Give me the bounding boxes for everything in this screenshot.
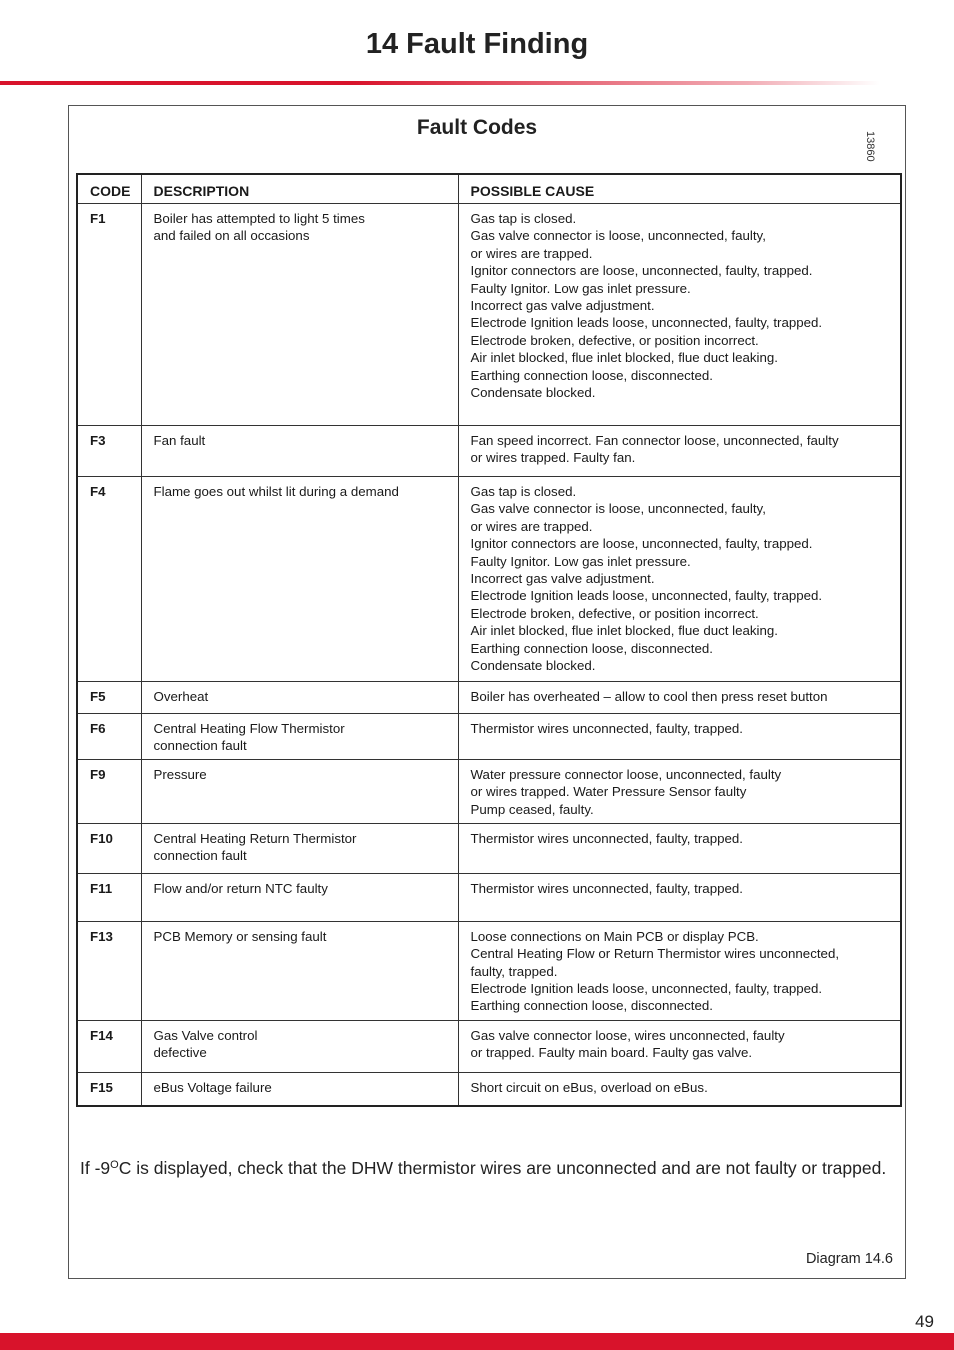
description-line: Boiler has attempted to light 5 times bbox=[153, 211, 365, 226]
cause-line: or wires are trapped. bbox=[470, 518, 593, 534]
description-line: connection fault bbox=[153, 738, 247, 754]
cause-line: Gas tap is closed. bbox=[470, 211, 577, 226]
diagram-label: Diagram 14.6 bbox=[805, 1251, 893, 1267]
possible-cause bbox=[458, 682, 901, 714]
title-divider bbox=[0, 81, 880, 85]
cause-line: Condensate blocked. bbox=[470, 658, 596, 674]
description-line: Pressure bbox=[153, 766, 207, 782]
fault-code: F5 bbox=[77, 682, 141, 714]
cause-line: faulty, trapped. bbox=[470, 963, 558, 979]
table-row bbox=[77, 873, 901, 921]
page-number: 49 bbox=[915, 1312, 934, 1331]
table-row bbox=[77, 759, 901, 823]
cause-line: Faulty Ignitor. Low gas inlet pressure. bbox=[470, 553, 691, 569]
cause-line: Central Heating Flow or Return Thermistor wires unconnected, bbox=[470, 946, 840, 962]
cause-line: Condensate blocked. bbox=[470, 385, 596, 401]
cause-line: Thermistor wires unconnected, faulty, trapped. bbox=[470, 830, 743, 846]
possible-cause bbox=[458, 823, 901, 873]
page-title: 14 Fault Finding bbox=[365, 28, 589, 60]
cause-line: Thermistor wires unconnected, faulty, trapped. bbox=[470, 721, 743, 736]
footer-bar bbox=[0, 1333, 954, 1350]
cause-line: or trapped. Faulty main board. Faulty gas valve. bbox=[470, 1045, 753, 1061]
table-body bbox=[77, 204, 901, 1107]
cause-line: Boiler has overheated – allow to cool then press reset button bbox=[470, 689, 828, 704]
description-line: Gas Valve control bbox=[153, 1027, 258, 1043]
description-line: Central Heating Flow Thermistor bbox=[153, 721, 345, 736]
fault-description bbox=[141, 759, 458, 823]
possible-cause bbox=[458, 477, 901, 682]
fault-code: F13 bbox=[77, 921, 141, 1020]
fault-description bbox=[141, 823, 458, 873]
fault-description bbox=[141, 921, 458, 1020]
fault-code: F11 bbox=[77, 873, 141, 921]
cause-line: Ignitor connectors are loose, unconnected, faulty, trapped. bbox=[470, 536, 813, 552]
cause-line: or wires are trapped. bbox=[470, 245, 593, 261]
cause-line: Electrode broken, defective, or position incorrect. bbox=[470, 605, 759, 621]
header-description: DESCRIPTION bbox=[141, 174, 458, 204]
cause-line: Air inlet blocked, flue inlet blocked, flue duct leaking. bbox=[470, 623, 778, 639]
fault-code: F3 bbox=[77, 426, 141, 477]
header-possible-cause: POSSIBLE CAUSE bbox=[458, 174, 901, 204]
cause-line: Thermistor wires unconnected, faulty, trapped. bbox=[470, 880, 743, 896]
cause-line: Gas valve connector is loose, unconnected, faulty, bbox=[470, 228, 766, 244]
degree-superscript: O bbox=[110, 1159, 119, 1171]
cause-line: Pump ceased, faulty. bbox=[470, 801, 594, 817]
description-line: Flame goes out whilst lit during a demand bbox=[153, 484, 399, 499]
footnote-text: C is displayed, check that the DHW thermistor wires are unconnected and are not faulty or trapped. bbox=[118, 1158, 887, 1178]
fault-code: F1 bbox=[77, 204, 141, 426]
footnote bbox=[80, 1153, 900, 1180]
cause-line: Air inlet blocked, flue inlet blocked, flue duct leaking. bbox=[470, 350, 778, 366]
cause-line: or wires trapped. Water Pressure Sensor faulty bbox=[470, 784, 747, 800]
fault-code: F4 bbox=[77, 477, 141, 682]
table-row bbox=[77, 204, 901, 426]
cause-line: Gas valve connector loose, wires unconnected, faulty bbox=[470, 1027, 785, 1043]
fault-code: F14 bbox=[77, 1020, 141, 1072]
fault-code: F10 bbox=[77, 823, 141, 873]
description-line: PCB Memory or sensing fault bbox=[153, 928, 327, 944]
cause-line: Electrode broken, defective, or position incorrect. bbox=[470, 332, 759, 348]
cause-line: Short circuit on eBus, overload on eBus. bbox=[470, 1079, 708, 1095]
table-row bbox=[77, 823, 901, 873]
fault-code: F9 bbox=[77, 759, 141, 823]
fault-codes-heading: Fault Codes bbox=[416, 116, 538, 139]
cause-line: Fan speed incorrect. Fan connector loose, unconnected, faulty bbox=[470, 433, 839, 448]
description-line: defective bbox=[153, 1045, 207, 1061]
fault-description bbox=[141, 1020, 458, 1072]
table-row bbox=[77, 1020, 901, 1072]
fault-codes-table bbox=[76, 173, 902, 1107]
description-line: Fan fault bbox=[153, 433, 206, 448]
fault-code: F6 bbox=[77, 714, 141, 760]
table-row bbox=[77, 477, 901, 682]
fault-description bbox=[141, 1072, 458, 1106]
possible-cause bbox=[458, 426, 901, 477]
description-line: eBus Voltage failure bbox=[153, 1079, 272, 1095]
table-row bbox=[77, 1072, 901, 1106]
description-line: Central Heating Return Thermistor bbox=[153, 830, 357, 846]
cause-line: Gas valve connector is loose, unconnected, faulty, bbox=[470, 501, 766, 517]
fault-description bbox=[141, 682, 458, 714]
header-code: CODE bbox=[77, 174, 141, 204]
table-row bbox=[77, 714, 901, 760]
cause-line: Water pressure connector loose, unconnected, faulty bbox=[470, 766, 782, 782]
cause-line: Incorrect gas valve adjustment. bbox=[470, 571, 655, 587]
description-line: and failed on all occasions bbox=[153, 228, 310, 244]
table-row bbox=[77, 921, 901, 1020]
possible-cause bbox=[458, 921, 901, 1020]
possible-cause bbox=[458, 204, 901, 426]
description-line: Overheat bbox=[153, 689, 209, 704]
cause-line: Ignitor connectors are loose, unconnected, faulty, trapped. bbox=[470, 263, 813, 279]
cause-line: Faulty Ignitor. Low gas inlet pressure. bbox=[470, 280, 691, 296]
footnote-prefix: If -9 bbox=[80, 1158, 111, 1178]
cause-line: Electrode Ignition leads loose, unconnected, faulty, trapped. bbox=[470, 981, 823, 997]
cause-line: Earthing connection loose, disconnected. bbox=[470, 640, 713, 656]
table-row bbox=[77, 426, 901, 477]
cause-line: Loose connections on Main PCB or display PCB. bbox=[470, 928, 759, 944]
fault-description bbox=[141, 873, 458, 921]
possible-cause bbox=[458, 759, 901, 823]
possible-cause bbox=[458, 714, 901, 760]
description-line: Flow and/or return NTC faulty bbox=[153, 880, 328, 896]
cause-line: Incorrect gas valve adjustment. bbox=[470, 298, 655, 314]
possible-cause bbox=[458, 1020, 901, 1072]
cause-line: Earthing connection loose, disconnected. bbox=[470, 367, 713, 383]
cause-line: Earthing connection loose, disconnected. bbox=[470, 998, 713, 1014]
table-header-row bbox=[77, 174, 901, 204]
possible-cause bbox=[458, 1072, 901, 1106]
cause-line: Electrode Ignition leads loose, unconnected, faulty, trapped. bbox=[470, 315, 823, 331]
description-line: connection fault bbox=[153, 848, 247, 864]
reference-code: 13860 bbox=[864, 131, 876, 162]
cause-line: or wires trapped. Faulty fan. bbox=[470, 450, 636, 466]
fault-description bbox=[141, 204, 458, 426]
possible-cause bbox=[458, 873, 901, 921]
fault-description bbox=[141, 426, 458, 477]
fault-description bbox=[141, 477, 458, 682]
cause-line: Electrode Ignition leads loose, unconnected, faulty, trapped. bbox=[470, 588, 823, 604]
fault-description bbox=[141, 714, 458, 760]
cause-line: Gas tap is closed. bbox=[470, 484, 577, 499]
fault-code: F15 bbox=[77, 1072, 141, 1106]
table-row bbox=[77, 682, 901, 714]
